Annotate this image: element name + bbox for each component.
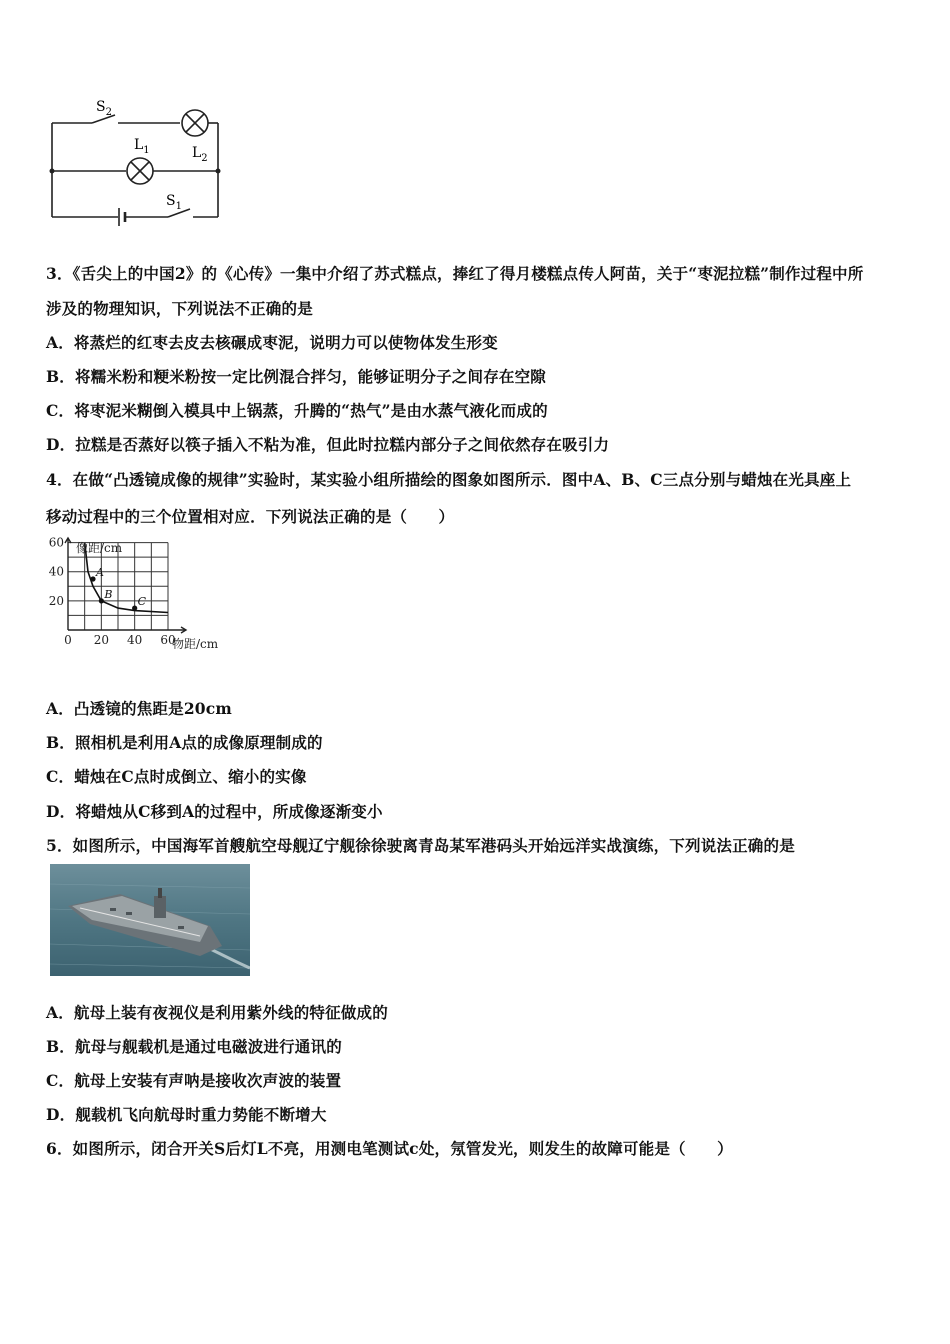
label-s1: $S_1$ [166,193,182,212]
aircraft-carrier-photo [50,864,250,976]
q5-option-b: B．航母与舰载机是通过电磁波进行通讯的 [46,1037,342,1056]
q4-option-c: C．蜡烛在C点时成倒立、缩小的实像 [46,767,307,786]
point-c [132,606,137,611]
q5-option-c: C．航母上安装有声呐是接收次声波的装置 [46,1071,342,1090]
q3-option-a: A．将蒸烂的红枣去皮去核碾成枣泥，说明力可以使物体发生形变 [46,333,498,352]
q3-option-b: B．将糯米粉和粳米粉按一定比例混合拌匀，能够证明分子之间存在空隙 [46,367,547,386]
circuit-diagram [40,95,240,230]
q4-stem-line1: 4．在做“凸透镜成像的规律”实验时，某实验小组所描绘的图象如图所示．图中A、B、C三点分别与蜡烛在光具座上 [46,470,852,489]
label-s2: $S_2$ [96,99,112,118]
q5-stem: 5．如图所示，中国海军首艘航空母舰辽宁舰徐徐驶离青岛某军港码头开始远洋实战演练，下列说法正确的是 [46,836,795,855]
q3-option-c: C．将枣泥米糊倒入模具中上锅蒸，升腾的“热气”是由水蒸气液化而成的 [46,401,548,420]
q5-option-a: A．航母上装有夜视仪是利用紫外线的特征做成的 [46,1003,388,1022]
point-label-a: A [96,566,104,580]
x-tick-label: 20 [93,633,109,647]
q3-stem-line1: 3．《舌尖上的中国2》的《心传》一集中介绍了苏式糕点，捧红了得月楼糕点传人阿苗，关于“枣泥拉糕”制作过程中所 [46,264,864,283]
lens-image-distance-chart [44,536,234,671]
x-tick-label: 0 [64,633,72,647]
q3-option-d: D．拉糕是否蒸好以筷子插入不粘为准，但此时拉糕内部分子之间依然存在吸引力 [46,435,610,454]
q5-option-d: D．舰载机飞向航母时重力势能不断增大 [46,1105,327,1124]
y-tick-label: 40 [48,564,64,579]
q4-stem-line2: 移动过程中的三个位置相对应．下列说法正确的是（ ） [46,507,455,526]
y-tick-label: 60 [48,536,64,550]
x-tick-label: 40 [127,633,143,647]
q6-stem: 6．如图所示，闭合开关S后灯L不亮，用测电笔测试c处，氖管发光，则发生的故障可能是（ ） [46,1139,733,1158]
label-l2: $L_2$ [192,145,208,164]
chart-y-axis-label: 像距/cm [76,541,123,555]
q3-stem-line2: 涉及的物理知识，下列说法不正确的是 [46,299,313,318]
y-tick-label: 20 [48,593,64,608]
label-l1: $L_1$ [134,137,150,156]
q4-option-b: B．照相机是利用A点的成像原理制成的 [46,733,323,752]
chart-x-axis-label: 物距/cm [172,637,219,651]
point-label-c: C [137,595,147,609]
q4-option-a: A．凸透镜的焦距是20cm [46,699,233,718]
point-b [99,598,104,603]
point-a [90,576,95,581]
point-label-b: B [104,587,113,601]
q4-option-d: D．将蜡烛从C移到A的过程中，所成像逐渐变小 [46,802,383,821]
x-tick-label: 60 [160,633,176,647]
